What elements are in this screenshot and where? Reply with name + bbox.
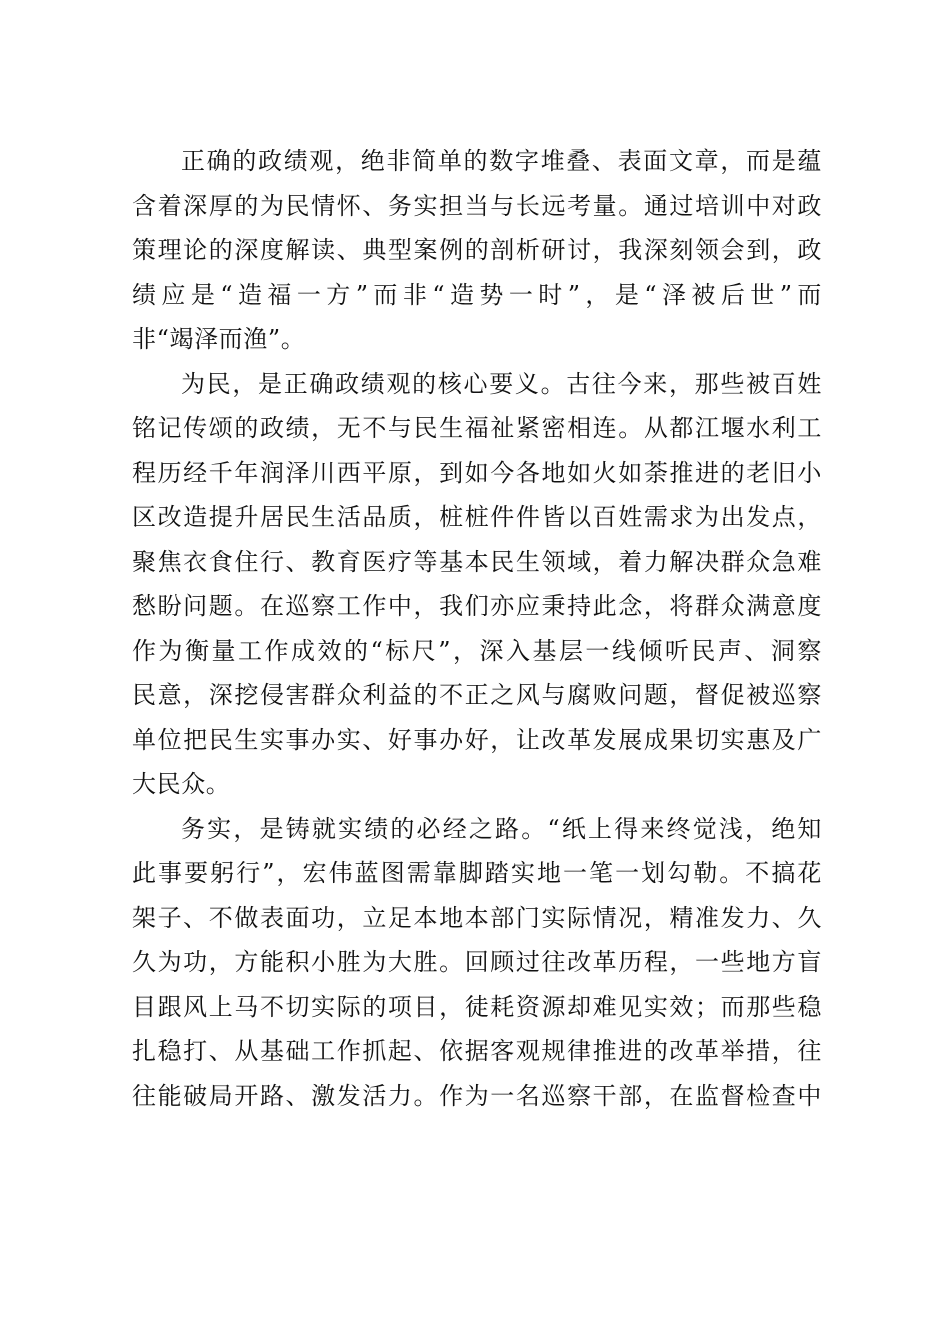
paragraph-line: 扎稳打、从基础工作抓起、依据客观规律推进的改革举措，往 bbox=[132, 1037, 822, 1065]
paragraph-for-the-people bbox=[132, 362, 822, 807]
paragraph-line: 架子、不做表面功，立足本地本部门实际情况，精准发力、久 bbox=[132, 903, 822, 932]
paragraph-line: 绩应是“造福一方”而非“造势一时”，是“泽被后世”而 bbox=[132, 280, 822, 309]
paragraph-line: 含着深厚的为民情怀、务实担当与长远考量。通过培训中对政 bbox=[132, 191, 822, 220]
paragraph-line: 此事要躬行”，宏伟蓝图需靠脚踏实地一笔一划勾勒。不搞花 bbox=[132, 859, 822, 887]
paragraph-line: 为民，是正确政绩观的核心要义。古往今来，那些被百姓 bbox=[181, 369, 822, 398]
paragraph-line: 务实，是铸就实绩的必经之路。“纸上得来终觉浅，绝知 bbox=[181, 814, 822, 843]
paragraph-line: 民意，深挖侵害群众利益的不正之风与腐败问题，督促被巡察 bbox=[132, 681, 822, 709]
paragraph-political-achievements bbox=[132, 139, 822, 362]
paragraph-line: 单位把民生实事办实、好事办好，让改革发展成果切实惠及广 bbox=[132, 725, 822, 754]
paragraph-line: 作为衡量工作成效的“标尺”，深入基层一线倾听民声、洞察 bbox=[132, 636, 822, 665]
paragraph-line: 聚焦衣食住行、教育医疗等基本民生领域，着力解决群众急难 bbox=[132, 547, 822, 576]
paragraph-line: 程历经千年润泽川西平原，到如今各地如火如荼推进的老旧小 bbox=[132, 458, 822, 487]
paragraph-line: 铭记传颂的政绩，无不与民生福祉紧密相连。从都江堰水利工 bbox=[132, 414, 822, 442]
paragraph-line: 愁盼问题。在巡察工作中，我们亦应秉持此念，将群众满意度 bbox=[132, 592, 822, 620]
paragraph-pragmatism bbox=[132, 807, 822, 1119]
document-body bbox=[132, 139, 822, 1118]
paragraph-line: 非“竭泽而渔”。 bbox=[132, 325, 306, 353]
paragraph-line: 策理论的深度解读、典型案例的剖析研讨，我深刻领会到，政 bbox=[132, 236, 822, 264]
paragraph-line: 目跟风上马不切实际的项目，徒耗资源却难见实效；而那些稳 bbox=[132, 992, 822, 1021]
paragraph-line: 久为功，方能积小胜为大胜。回顾过往改革历程，一些地方盲 bbox=[132, 948, 822, 976]
paragraph-line: 大民众。 bbox=[132, 770, 231, 798]
paragraph-line: 往能破局开路、激发活力。作为一名巡察干部，在监督检查中 bbox=[132, 1081, 822, 1110]
paragraph-line: 正确的政绩观，绝非简单的数字堆叠、表面文章，而是蕴 bbox=[181, 147, 822, 175]
paragraph-line: 区改造提升居民生活品质，桩桩件件皆以百姓需求为出发点， bbox=[132, 503, 822, 531]
